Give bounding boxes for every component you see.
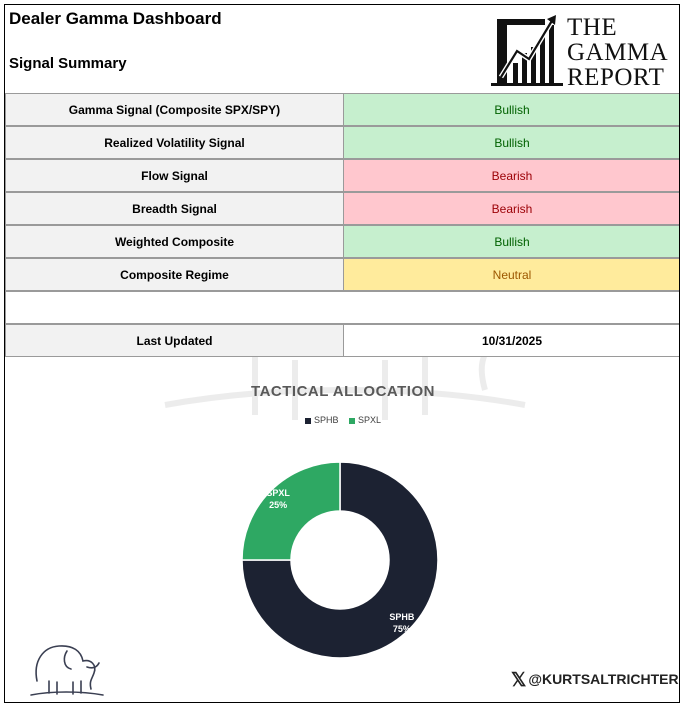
logo-line-3: REPORT — [567, 64, 665, 91]
legend-item-spxl — [349, 415, 381, 425]
donut-slice-spxl — [242, 462, 340, 560]
social-handle[interactable] — [511, 669, 679, 692]
legend-label-spxl: SPXL — [358, 415, 382, 425]
donut-value-sphb: 75% — [392, 623, 411, 634]
allocation-donut-chart — [235, 455, 445, 665]
blank-cell — [5, 291, 680, 324]
table-row-last-updated — [5, 324, 680, 357]
legend-item-sphb — [305, 415, 339, 425]
dashboard-frame — [4, 4, 680, 703]
legend-swatch-spxl — [349, 418, 355, 424]
donut-label-spxl: SPXL — [266, 488, 290, 499]
signal-label: Weighted Composite — [5, 225, 344, 258]
table-row-blank — [5, 291, 680, 324]
chart-legend — [5, 415, 680, 425]
signal-value: Bullish — [343, 93, 680, 126]
signal-label: Composite Regime — [5, 258, 344, 291]
chart-title: TACTICAL ALLOCATION — [251, 383, 435, 400]
handle-text: @KURTSALTRICHTER — [528, 671, 679, 687]
table-row — [5, 126, 680, 159]
table-row — [5, 159, 680, 192]
table-row — [5, 258, 680, 291]
signal-label: Breadth Signal — [5, 192, 344, 225]
elephant-logo-icon — [27, 637, 105, 699]
signal-value: Bullish — [343, 225, 680, 258]
donut-value-spxl: 25% — [269, 500, 288, 511]
table-row — [5, 192, 680, 225]
table-row — [5, 93, 680, 126]
logo-wordmark — [567, 15, 668, 90]
page-subtitle: Signal Summary — [9, 55, 127, 72]
legend-swatch-sphb — [305, 418, 311, 424]
table-row — [5, 225, 680, 258]
gamma-report-logo — [487, 11, 677, 89]
signal-label: Flow Signal — [5, 159, 344, 192]
signal-value: Neutral — [343, 258, 680, 291]
last-updated-label: Last Updated — [5, 324, 344, 357]
signal-label: Realized Volatility Signal — [5, 126, 344, 159]
x-logo-icon: 𝕏 — [511, 670, 527, 691]
signal-value: Bearish — [343, 159, 680, 192]
signal-label: Gamma Signal (Composite SPX/SPY) — [5, 93, 344, 126]
signal-value: Bullish — [343, 126, 680, 159]
signal-value: Bearish — [343, 192, 680, 225]
logo-line-2: GAMMA — [567, 39, 669, 66]
gamma-chart-logo-icon — [487, 11, 565, 89]
last-updated-value: 10/31/2025 — [343, 324, 680, 357]
page-title: Dealer Gamma Dashboard — [9, 9, 222, 28]
logo-line-1: THE — [567, 14, 618, 41]
donut-label-sphb: SPHB — [389, 611, 415, 622]
legend-label-sphb: SPHB — [313, 415, 339, 425]
